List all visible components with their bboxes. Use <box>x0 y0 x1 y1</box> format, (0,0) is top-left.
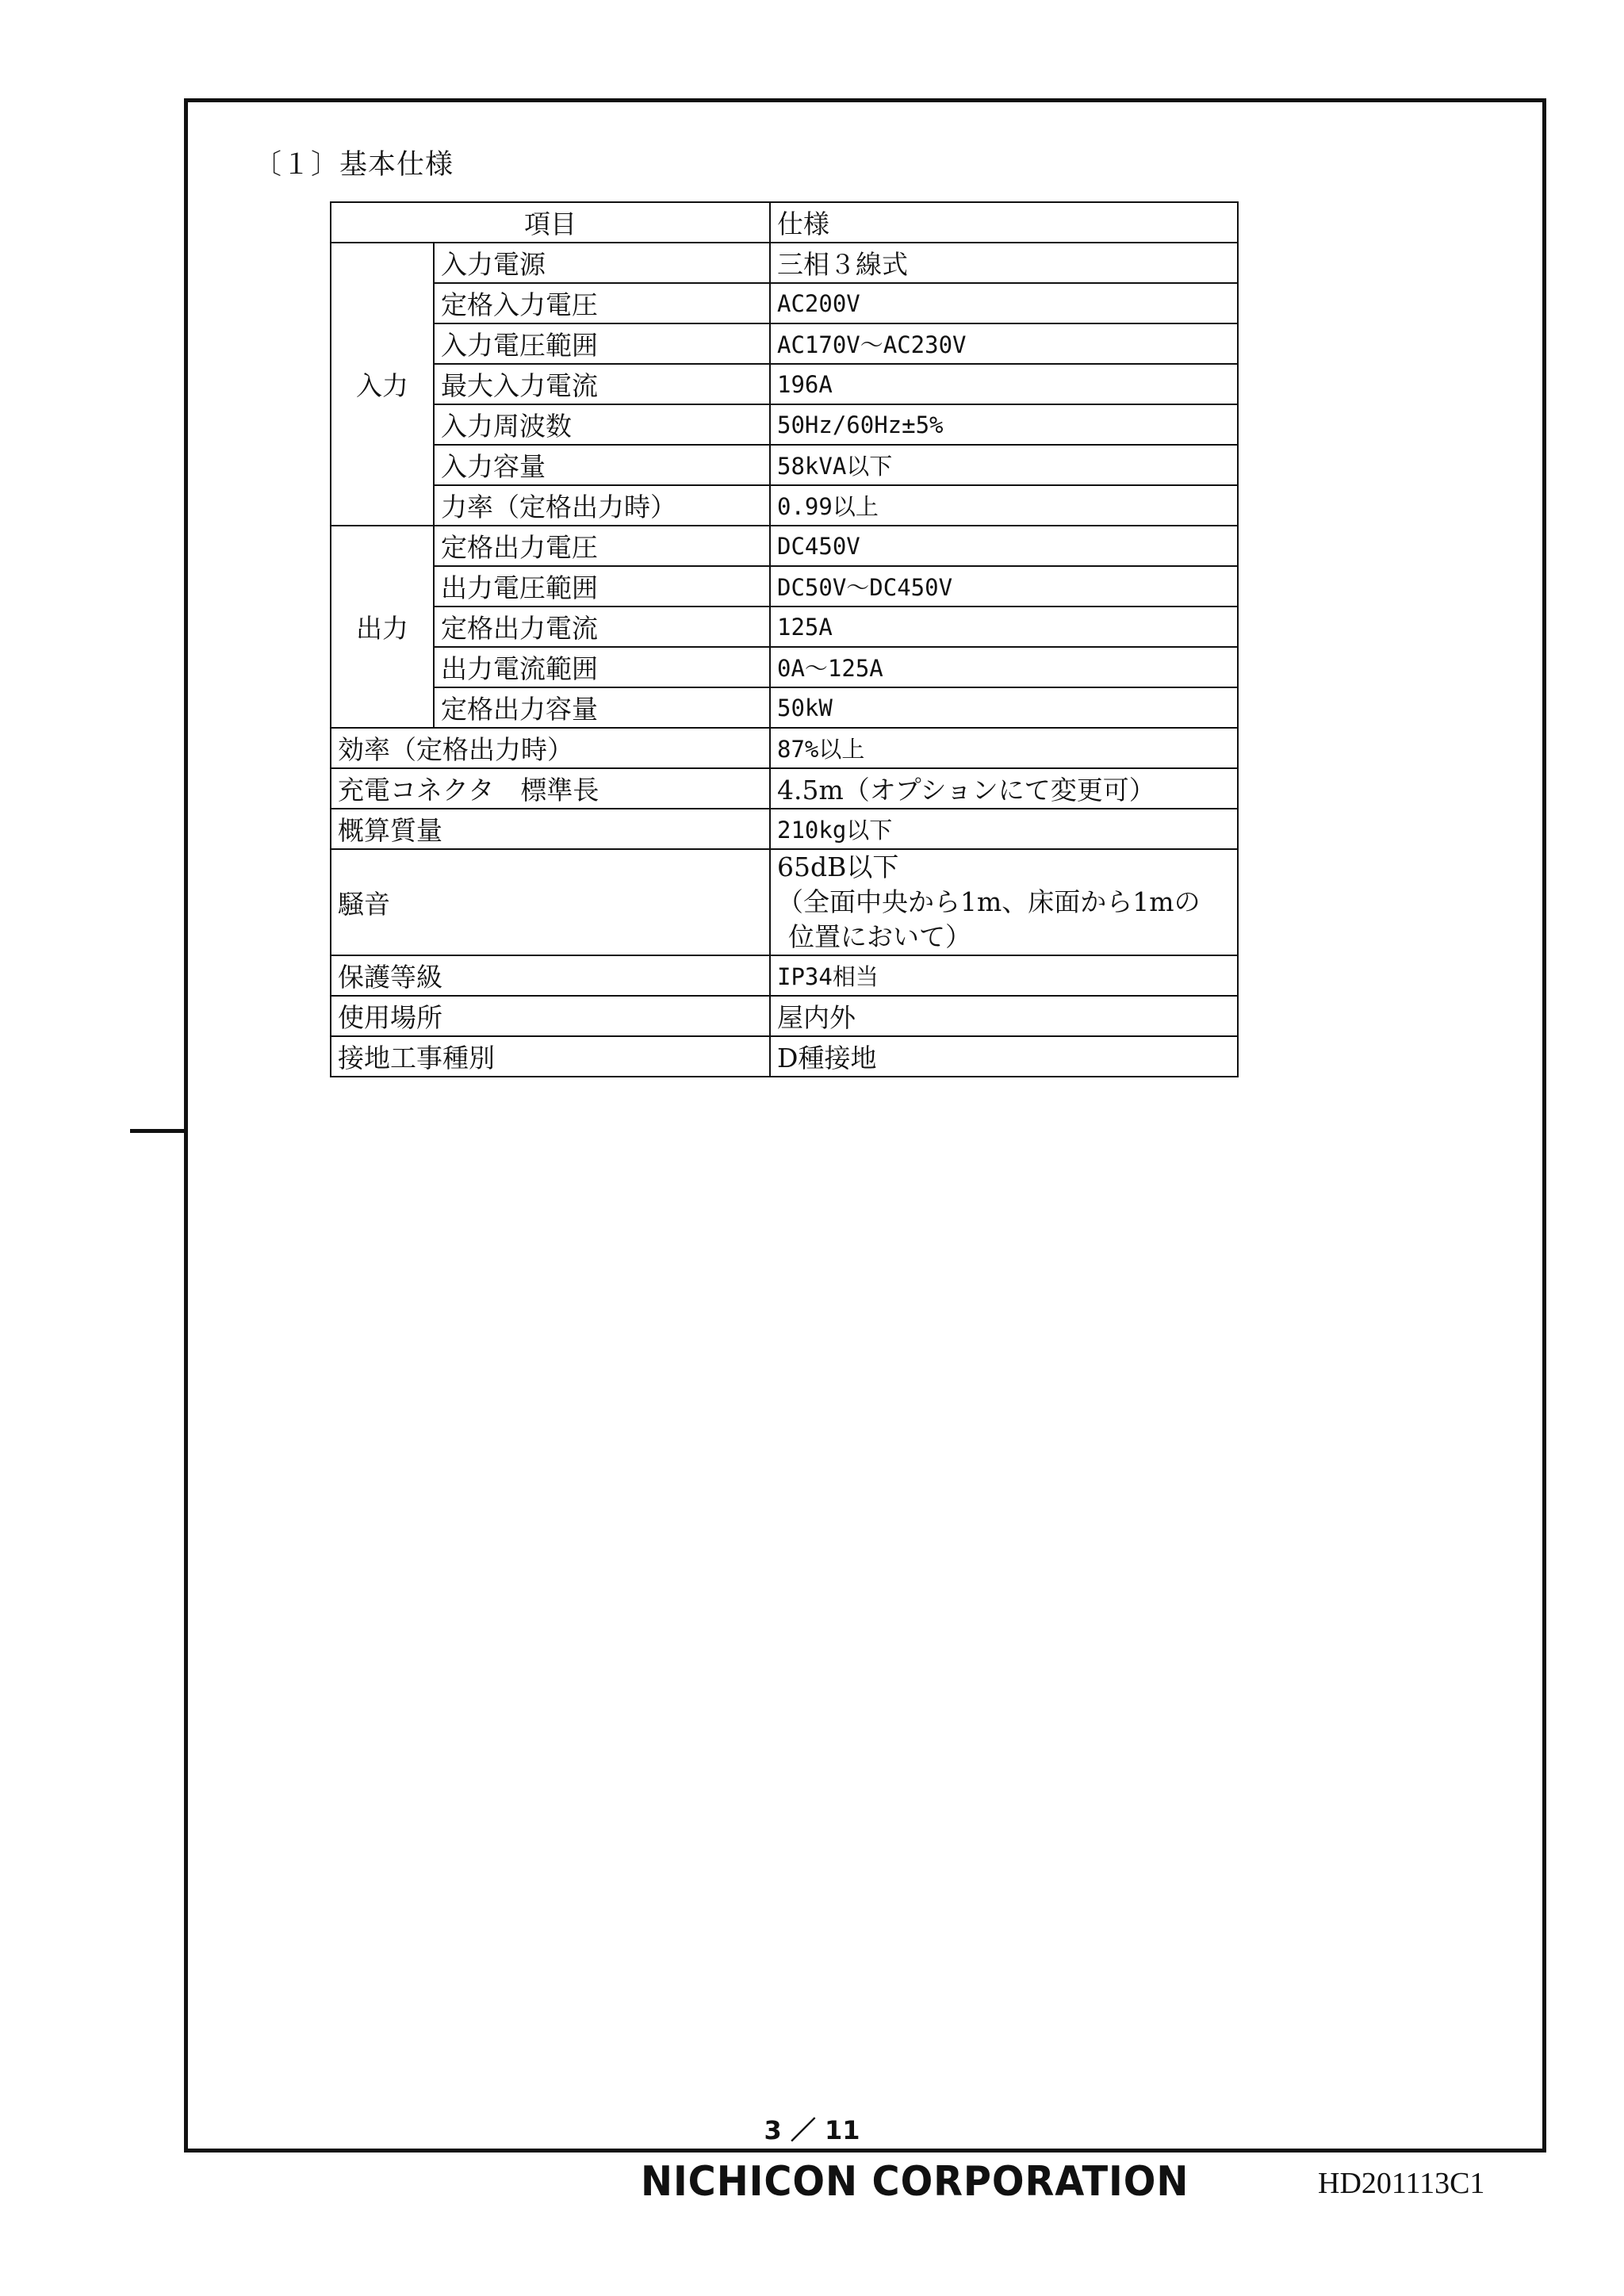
row-item: 定格出力電流 <box>434 607 770 647</box>
table-row <box>331 323 1238 364</box>
row-spec: 125A <box>770 607 1238 647</box>
row-item: 概算質量 <box>331 809 770 849</box>
table-row <box>331 607 1238 647</box>
table-row <box>331 404 1238 445</box>
table-row <box>331 526 1238 566</box>
row-item: 定格出力容量 <box>434 687 770 728</box>
row-item: 騒音 <box>331 849 770 955</box>
row-item: 定格出力電圧 <box>434 526 770 566</box>
row-spec: DC50V～DC450V <box>770 566 1238 607</box>
table-row <box>331 283 1238 323</box>
row-spec: 三相３線式 <box>770 243 1238 283</box>
row-spec: AC170V～AC230V <box>770 323 1238 364</box>
table-row <box>331 485 1238 526</box>
company-name: NICHICON CORPORATION <box>641 2158 1189 2206</box>
table-row <box>331 687 1238 728</box>
row-item: 接地工事種別 <box>331 1036 770 1077</box>
spec-line: 65dB以下 <box>777 851 899 882</box>
row-item: 力率（定格出力時） <box>434 485 770 526</box>
row-spec: AC200V <box>770 283 1238 323</box>
group-label-input: 入力 <box>331 243 434 526</box>
row-item: 効率（定格出力時） <box>331 728 770 768</box>
margin-tick-mark <box>130 1129 186 1133</box>
row-spec: 50kW <box>770 687 1238 728</box>
row-spec: DC450V <box>770 526 1238 566</box>
row-spec: IP34相当 <box>770 955 1238 996</box>
table-row <box>331 996 1238 1036</box>
table-row <box>331 647 1238 687</box>
document-code: HD201113C1 <box>1318 2167 1485 2200</box>
row-item: 入力容量 <box>434 445 770 485</box>
header-item: 項目 <box>331 202 770 243</box>
row-item: 保護等級 <box>331 955 770 996</box>
row-spec: 屋内外 <box>770 996 1238 1036</box>
row-item: 出力電圧範囲 <box>434 566 770 607</box>
row-spec: 87%以上 <box>770 728 1238 768</box>
row-item: 定格入力電圧 <box>434 283 770 323</box>
table-row <box>331 445 1238 485</box>
table-row <box>331 809 1238 849</box>
page-number: 3 ／ 11 <box>764 2115 860 2145</box>
table-row <box>331 768 1238 809</box>
spec-line: （全面中央から1m、床面から1mの <box>777 886 1201 917</box>
row-spec: 4.5m（オプションにて変更可） <box>770 768 1238 809</box>
group-label-output: 出力 <box>331 526 434 728</box>
row-spec: 0.99以上 <box>770 485 1238 526</box>
row-spec: D種接地 <box>770 1036 1238 1077</box>
row-item: 出力電流範囲 <box>434 647 770 687</box>
table-header-row <box>331 202 1238 243</box>
row-spec: 50Hz/60Hz±5% <box>770 404 1238 445</box>
table-row <box>331 728 1238 768</box>
row-item: 入力周波数 <box>434 404 770 445</box>
table-row <box>331 566 1238 607</box>
spec-line: 位置において） <box>788 921 971 952</box>
row-spec: 0A～125A <box>770 647 1238 687</box>
row-spec: 210kg以下 <box>770 809 1238 849</box>
table-row <box>331 849 1238 955</box>
row-spec: 58kVA以下 <box>770 445 1238 485</box>
row-item: 入力電圧範囲 <box>434 323 770 364</box>
row-spec: 196A <box>770 364 1238 404</box>
row-spec <box>770 849 1238 955</box>
section-title: 〔１〕基本仕様 <box>254 149 454 181</box>
spec-table <box>330 201 1239 1077</box>
table-row <box>331 364 1238 404</box>
table-row <box>331 243 1238 283</box>
header-spec: 仕様 <box>770 202 1238 243</box>
row-item: 入力電源 <box>434 243 770 283</box>
row-item: 最大入力電流 <box>434 364 770 404</box>
table-row <box>331 955 1238 996</box>
row-item: 充電コネクタ 標準長 <box>331 768 770 809</box>
table-row <box>331 1036 1238 1077</box>
row-item: 使用場所 <box>331 996 770 1036</box>
